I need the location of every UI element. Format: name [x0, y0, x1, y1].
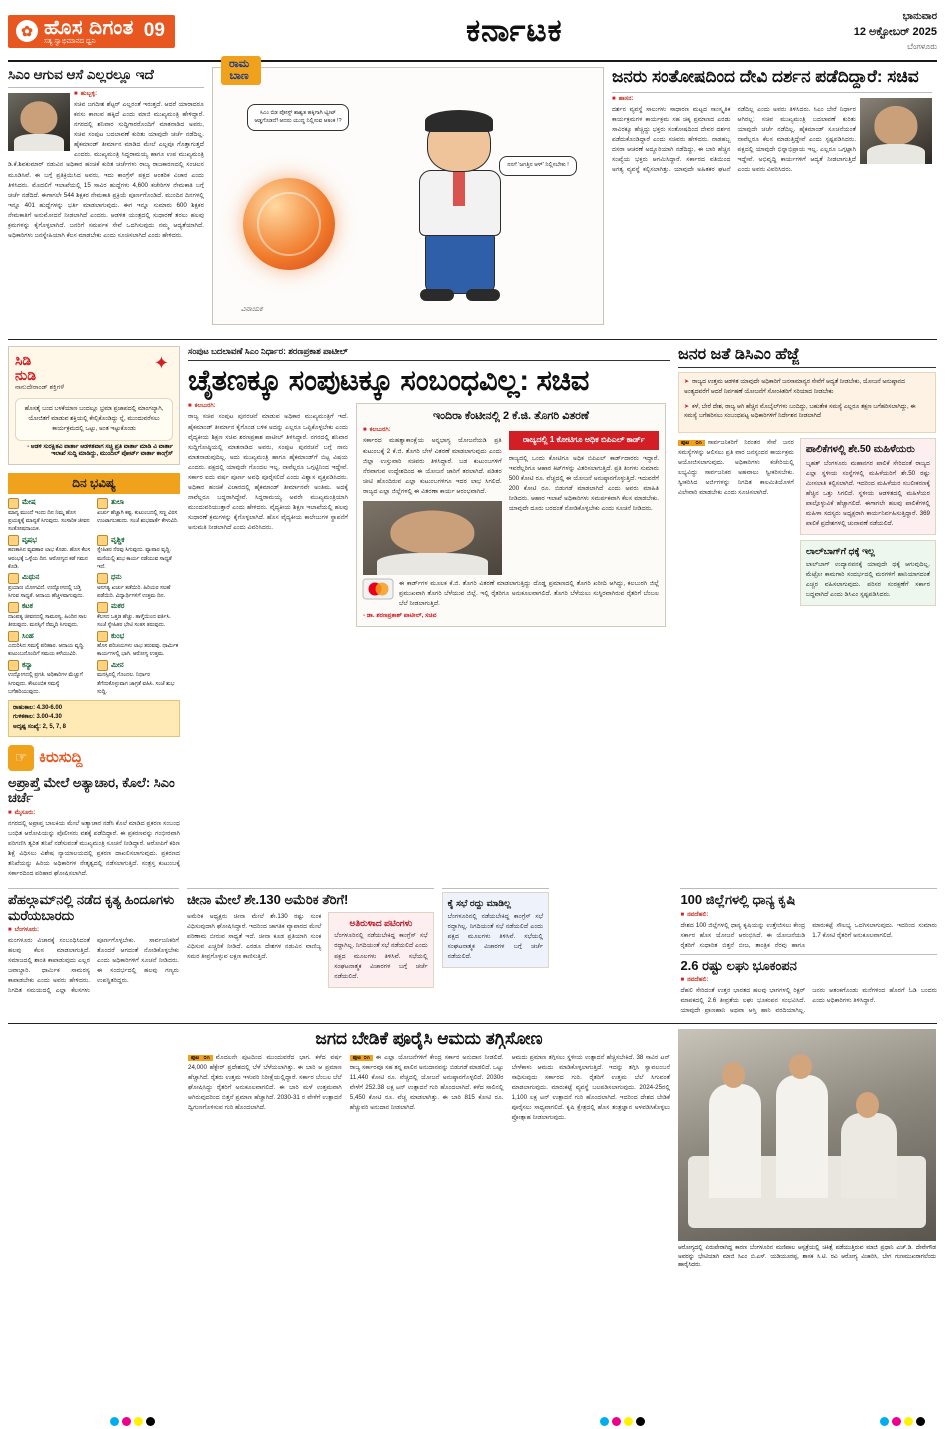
kiru-dateline: ■ ಮೈಸೂರು: — [8, 810, 180, 817]
article-body: ದೇಶದ 100 ಜಿಲ್ಲೆಗಳಲ್ಲಿ ಧಾನ್ಯ ಕೃಷಿಯನ್ನು ಉತ್ತೇಜಿಸಲು ಕೇಂದ್ರ ಸರ್ಕಾರ ಹೊಸ ಯೋಜನೆ ಆರಂಭಿಸಿದೆ. ಈ ಯೋಜನೆಯಡಿ ರೈತರಿಗೆ ಸುಧಾರಿತ ಬಿತ್ತನೆ ಬೀಜ, ತಾಂತ್ರಿಕ ನೆರವು ಹಾಗೂ ಮಾರುಕಟ್ಟೆ ಸೌಲಭ್ಯ ಒದಗಿಸಲಾಗುವುದು. ಇದರಿಂದ ಸುಮಾರು 1.7 ಕೋಟಿ ರೈತರಿಗೆ ಅನುಕೂಲವಾಗಲಿದೆ. — [680, 921, 937, 949]
article-headline: 2.6 ರಷ್ಟು ಲಘು ಭೂಕಂಪನ — [680, 957, 797, 973]
article-headline: 100 ಜಿಲ್ಲೆಗಳಲ್ಲಿ ಧಾನ್ಯ ಕೃಷಿ — [680, 892, 796, 908]
caricature-figure — [409, 116, 529, 300]
sidi-nudi-box — [8, 346, 180, 465]
dateline: ■ ಹುಬ್ಬಳ್ಳಿ: — [8, 91, 204, 98]
horoscope-item: ಮೇಷ ಮಾನ್ಯ ಮುಂದೆ ಇಂದು ದಿನ ನಿಮ್ಮ ಹೊಸ ಪ್ರಯತ್ನಕ್ಕೆ ಮಾನ್ಯತೆ ಸಿಗುವುದು. ಸಂಸಾರಿಕ ಜೀವನ ಸಂತೋಷದಾಯಕ. — [8, 499, 90, 533]
subbox-footnote: ಈ ಕಾರ್ಡ್‌ಗಳ ಮೂಲಕ ಕೆ.ಜಿ. ತೊಗರಿ ವಿತರಣೆ ಮಾಡಲಾಗುತ್ತಿದ್ದು ದೊಡ್ಡ ಪ್ರಮಾಣದಲ್ಲಿ ತೊಗರಿ ಖರೀದಿ ಆಗಿದ್ದು, ಕಲಬುರಗಿ ಜಿಲ್ಲೆ ಪ್ರಮುಖವಾಗಿ ತೊಗರಿ ಬೆಳೆಯುವ ಜಿಲ್ಲೆ. ಇಲ್ಲಿ ರೈತರಿಗೂ ಅನುಕೂಲವಾಗಲಿದೆ. ತೊಗರಿ ಬೆಳೆಯಲು ಸುಸ್ಥಿರವಾಗಿರುವ ರೈತರಿಗೆ ಬೆಂಬಲ ಬೆಲೆ ನೀಡಲಾಗುತ್ತಿದೆ. — [399, 579, 659, 607]
cartoon-label-line2: ಬಾಣ — [229, 69, 249, 82]
zodiac-icon — [8, 602, 19, 613]
cartoon-speech-bubble-2: ನನಗೆ 'ಜಗತ್ತಿನ ಆಳ್' ನಿಲ್ಲಿಸಬೇಕು ! — [499, 156, 577, 176]
horoscope-item: ವೃಶ್ಚಿಕ ಸ್ನೇಹಿತರ ನೆರವು ಸಿಗುವುದು. ವ್ಯಾಪಾರ ವೃದ್ಧಿ. ಮನೆಯಲ್ಲಿ ಶುಭ ಕಾರ್ಯ ನಡೆಯುವ ಸಾಧ್ಯತೆ ಇದೆ. — [97, 536, 172, 570]
zodiac-icon — [97, 631, 108, 642]
minister-photo — [860, 98, 932, 164]
box-body: ಲಾಲ್‌ಬಾಗ್ ಉದ್ಯಾನವನಕ್ಕೆ ಯಾವುದೇ ಧಕ್ಕೆ ಆಗುವುದಿಲ್ಲ. ಮೆಟ್ರೋ ಕಾಮಗಾರಿ ಸಂದರ್ಭದಲ್ಲಿ ಮರಗಳಿಗೆ ಹಾನಿಯಾಗದಂತೆ ಎಚ್ಚರ ವಹಿಸಲಾಗುವುದು. ಪರಿಸರ ಸಂರಕ್ಷಣೆಗೆ ಸರ್ಕಾರ ಬದ್ಧವಾಗಿದೆ ಎಂದು ಡಿಸಿಎಂ ಸ್ಪಷ್ಟಪಡಿಸಿದರು. — [805, 560, 930, 599]
highlight-box: ರಾಜ್ಯದಲ್ಲಿ 1 ಕೋಟಿಗೂ ಅಧಿಕ ಬಿಪಿಎಲ್ ಕಾರ್ಡ್ — [509, 431, 659, 449]
masthead — [8, 6, 937, 62]
cartoon-speech-bubble-1: ಸಿಎಂ ಬಿಡ ಪೋಸ್ಟ್ ಶಾಶ್ವತ ಹಕ್ಕಿಗಾಗಿ ಟ್ವೀಟ್ ಆಡ್ಡಗೊಡದೆ! ಆದರು ಯುದ್ಧ ನಿಲ್ಲಿಸುವ ಆತಂಕ !? — [247, 104, 349, 131]
spacer-column — [557, 885, 672, 1016]
article-headline: ಜಗದ ಬೇಡಿಕೆ ಪೂರೈಸಿ ಆಮದು ತಗ್ಗಿಸೋಣ — [315, 1028, 543, 1048]
issue-date: 12 ಅಕ್ಟೋಬರ್ 2025 — [853, 26, 937, 39]
box-lalbagh — [800, 540, 936, 606]
panel-bullets — [678, 372, 936, 432]
dateline: ■ ನವದೆಹಲಿ: — [680, 912, 937, 919]
kiru-headline: ಅಪ್ರಾಪ್ತೆ ಮೇಲೆ ಅತ್ಯಾಚಾರ, ಕೊಲೆ: ಸಿಎಂ ಚರ್ಚೆ — [8, 774, 175, 806]
globe-graphic — [243, 178, 335, 270]
jump-mark: ಪುಟ ೦೧ — [188, 1055, 213, 1061]
article-body: ಮಂಗಳೂರು ವಿಚಾರಕ್ಕೆ ಸಂಬಂಧಿಸಿದಂತೆ ಹಲವು ಕೆಲಸ ಮಾಡಲಾಗುತ್ತಿದೆ. ಸಮಾಜದಲ್ಲಿ ಶಾಂತಿ ಕಾಪಾಡುವುದು ಎಲ್ಲರ ಜವಾಬ್ದಾರಿ. ಧಾರ್ಮಿಕ ಸಾಮರಸ್ಯ ಕಾಪಾಡಬೇಕು ಎಂದು ಅವರು ಹೇಳಿದರು. ನಿಗದಿತ ಸಮಯದಲ್ಲಿ ಎಲ್ಲಾ ಕೆಲಸಗಳು ಪೂರ್ಣಗೊಳ್ಳಬೇಕು. ಸಾರ್ವಜನಿಕರಿಗೆ ತೊಂದರೆ ಆಗದಂತೆ ನೋಡಿಕೊಳ್ಳಬೇಕು ಎಂದು ಅಧಿಕಾರಿಗಳಿಗೆ ಸೂಚನೆ ನೀಡಿದರು. ಈ ಸಂದರ್ಭದಲ್ಲಿ ಹಲವು ಗಣ್ಯರು ಉಪಸ್ಥಿತರಿದ್ದರು. — [8, 937, 180, 995]
dateline: ■ ಬೆಂಗಳೂರು: — [8, 927, 179, 934]
kiru-body: ನಗರದಲ್ಲಿ ಅಪ್ರಾಪ್ತ ಬಾಲಕಿಯ ಮೇಲೆ ಅತ್ಯಾಚಾರ ನಡೆಸಿ ಕೊಲೆ ಮಾಡಿದ ಪ್ರಕರಣ ಸಂಬಂಧ ಬಂಧಿತ ಆರೋಪಿಯನ್ನು ಪೊಲೀಸರು ವಶಕ್ಕೆ ಪಡೆದಿದ್ದಾರೆ. ಈ ಪ್ರಕರಣವನ್ನು ಗಂಭೀರವಾಗಿ ಪರಿಗಣಿಸಿ ತ್ವರಿತ ತನಿಖೆ ನಡೆಸುವಂತೆ ಮುಖ್ಯಮಂತ್ರಿ ಸೂಚನೆ ನೀಡಿದ್ದಾರೆ. ಆರೋಪಿಗೆ ಕಠಿಣ ಶಿಕ್ಷೆ ವಿಧಿಸಲು ವಿಶೇಷ ನ್ಯಾಯಾಲಯದಲ್ಲಿ ಪ್ರಕರಣ ದಾಖಲಿಸಲಾಗುವುದು. ಪ್ರಕರಣದ ತನಿಖೆಯನ್ನು ಹಿರಿಯ ಅಧಿಕಾರಿಗಳ ನೇತೃತ್ವದಲ್ಲಿ ನಡೆಸಲಾಗುತ್ತಿದೆ. ಸಂತ್ರಸ್ತ ಕುಟುಂಬಕ್ಕೆ ಸರ್ಕಾರದಿಂದ ಪರಿಹಾರ ಘೋಷಿಸಲಾಗಿದೆ. — [8, 819, 180, 877]
sidebar-box-body: ಬೆಂಗಳೂರಿನಲ್ಲಿ ನಡೆಯಬೇಕಿದ್ದ ಕಾಂಗ್ರೆಸ್ ಸಭೆ ರದ್ದಾಗಿಲ್ಲ. ನಿಗದಿಯಂತೆ ಸಭೆ ನಡೆಯಲಿದೆ ಎಂದು ಪಕ್ಷದ ಮೂಲಗಳು ತಿಳಿಸಿವೆ. ಸಭೆಯಲ್ಲಿ ಸಂಘಟನಾತ್ಮಕ ವಿಚಾರಗಳ ಬಗ್ಗೆ ಚರ್ಚೆ ನಡೆಯಲಿದೆ. — [334, 932, 428, 980]
zodiac-icon — [8, 660, 19, 671]
article-body-col2: ಪುಟ ೦೧ ಈ ಎಲ್ಲಾ ಯೋಜನೆಗಳಿಗೆ ಕೇಂದ್ರ ಸರ್ಕಾರ ಅನುದಾನ ನೀಡಲಿದೆ. ರಾಜ್ಯ ಸರ್ಕಾರವೂ ಸಹ ತನ್ನ ಪಾಲಿನ ಅನುದಾನವನ್ನು ಬಿಡುಗಡೆ ಮಾಡಲಿದೆ. ಒಟ್ಟು 11,440 ಕೋಟಿ ರೂ. ವೆಚ್ಚದಲ್ಲಿ ಯೋಜನೆ ಅನುಷ್ಠಾನಗೊಳ್ಳಲಿದೆ. 2030ರ ವೇಳೆಗೆ 252.38 ಲಕ್ಷ ಟನ್ ಉತ್ಪಾದನೆ ಗುರಿ ಹೊಂದಲಾಗಿದೆ. ಕಳೆದ ಸಾಲಿನಲ್ಲಿ 5,450 ಕೋಟಿ ರೂ. ವೆಚ್ಚ ಮಾಡಲಾಗಿತ್ತು. ಈ ಬಾರಿ 815 ಕೋಟಿ ರೂ. ಹೆಚ್ಚುವರಿ ಅನುದಾನ ನೀಡಲಾಗಿದೆ. — [349, 1053, 504, 1112]
dateline: ■ ಹಾಸನ: — [612, 96, 932, 103]
color-registration-marks-center — [600, 1417, 645, 1426]
zodiac-icon — [97, 573, 108, 584]
zodiac-icon — [8, 631, 19, 642]
kiru-suddi-header — [8, 745, 180, 771]
article-body-col3: ಆಮದು ಪ್ರಮಾಣ ತಗ್ಗಿಸಲು ಸ್ಥಳೀಯ ಉತ್ಪಾದನೆ ಹೆಚ್ಚಿಸಬೇಕಿದೆ. 38 ಸಾವಿರ ಟನ್ ಬೇಳೆಕಾಳು ಆಮದು ಮಾಡಿಕೊಳ್ಳಲಾಗುತ್ತಿದೆ. ಇದನ್ನು ತಗ್ಗಿಸಿ ಸ್ವಾವಲಂಬನೆ ಸಾಧಿಸುವುದು ಸರ್ಕಾರದ ಗುರಿ. ರೈತರಿಗೆ ಉತ್ತಮ ಬೆಲೆ ಸಿಗುವಂತೆ ಮಾಡಲಾಗುವುದು. ಮಾರುಕಟ್ಟೆ ವ್ಯವಸ್ಥೆ ಬಲಪಡಿಸಲಾಗುವುದು. 2024-25ರಲ್ಲಿ 1,100 ಲಕ್ಷ ಟನ್ ಉತ್ಪಾದನೆ ಗುರಿ ಹೊಂದಲಾಗಿದೆ. ಇದರಿಂದ ದೇಶದ ಬೇಡಿಕೆ ಪೂರೈಸಲು ಸಾಧ್ಯವಾಗಲಿದೆ. ಕೃಷಿ ಕ್ಷೇತ್ರದಲ್ಲಿ ಹೊಸ ತಂತ್ರಜ್ಞಾನ ಅಳವಡಿಸಿಕೊಳ್ಳಲು ಪ್ರೋತ್ಸಾಹ ನೀಡಲಾಗುವುದು. — [511, 1053, 671, 1122]
cartoon-panel — [212, 58, 604, 335]
article-kai-meeting — [442, 885, 549, 1016]
horoscope-item: ಮಕರ ಕೆಲಸದ ಒತ್ತಡ ಹೆಚ್ಚು. ತಾಳ್ಮೆಯಿಂದ ವರ್ತಿಸಿ. ಸಂಜೆ ಸ್ನೇಹಿತರ ಭೇಟಿ ಸಂತಸ ತರುವುದು. — [97, 603, 171, 629]
main-dateline: ■ ಕಲಬುರಗಿ: — [188, 403, 348, 410]
horoscope-item: ತುಲಾ ಖರ್ಚು ಹೆಚ್ಚಾಗಿ ಕಷ್ಟ. ಕುಟುಂಬದಲ್ಲಿ ಸಣ್ಣ ವಿರಸ ಉಂಟಾಗಬಹುದು. ಸಂಜೆ ಶುಭವಾರ್ತೆ ಕೇಳುವಿರಿ. — [97, 499, 179, 525]
subbox-dateline: ■ ಕಲಬುರಗಿ: — [363, 427, 502, 434]
horoscope-item: ಮೀನ ಮನಸ್ಸಿನಲ್ಲಿ ಗೊಂದಲ. ನಿರ್ಧಾರ ತೆಗೆದುಕೊಳ್ಳುವಾಗ ಜಾಗ್ರತೆ ವಹಿಸಿ. ಸಂಜೆ ಶುಭ ಸುದ್ದಿ. — [97, 661, 175, 695]
pointing-hand-icon: ☞ — [8, 745, 34, 771]
dateline: ■ ನವದೆಹಲಿ: — [680, 977, 937, 984]
flower-icon: ✿ — [16, 20, 38, 42]
article-body: ಬೆಂಗಳೂರಿನಲ್ಲಿ ನಡೆಯಬೇಕಿದ್ದ ಕಾಂಗ್ರೆಸ್ ಸಭೆ ರದ್ದಾಗಿಲ್ಲ. ನಿಗದಿಯಂತೆ ಸಭೆ ನಡೆಯಲಿದೆ ಎಂದು ಪಕ್ಷದ ಮೂಲಗಳು ತಿಳಿಸಿವೆ. ಸಭೆಯಲ್ಲಿ ಸಂಘಟನಾತ್ಮಕ ವಿಚಾರಗಳ ಬಗ್ಗೆ ಚರ್ಚೆ ನಡೆಯಲಿದೆ. — [447, 912, 544, 961]
edition-place: ಬೆಂಗಳೂರು — [907, 41, 937, 51]
subbox-headline: ಇಂದಿರಾ ಕೆಂಟೀನಲ್ಲಿ 2 ಕೆ.ಜಿ. ತೊಗರಿ ವಿತರಣೆ — [433, 410, 589, 423]
gulikakala: ಗುಳಿಕಕಾಲ: 3.00-4.30 — [13, 714, 62, 721]
top-section — [8, 58, 937, 335]
bullet-item: ➤ ರಾಜ್ಯದ ಉತ್ತಮ ಆಡಳಿತ ಯಾವುದೇ ಅಧಿಕಾರಿಗೆ ಜನಸಾಮಾನ್ಯರ ಸೇವೆಗೆ ಆದ್ಯತೆ ನೀಡಬೇಕು, ಯೋಜನೆ ಅನುಷ್ಠಾನದ ಅಂತ್ಯದವರೆಗೆ ಆದರೆ ನಿರ್ವಹಣೆ ಯೋಜನೆಗೆ ಸೋಂಕಿತರಿಗೆ ಸರಿಯಾದ ನೀಡಬೇಕು — [684, 378, 930, 397]
horoscope-item: ಕಟಕ ದಾಂಪತ್ಯ ಜೀವನದಲ್ಲಿ ಸಾಮರಸ್ಯ. ಹಿಂದಿನ ಸಾಲ ತೀರುವುದು. ಮನಸ್ಸಿಗೆ ನೆಮ್ಮದಿ ಸಿಗುವುದು. — [8, 603, 87, 629]
panel-headline: ಜನರ ಜತೆ ಡಿಸಿಎಂ ಹೆಜ್ಜೆ — [678, 346, 936, 368]
article-global-demand — [188, 1029, 670, 1271]
box-headline: ಲಾಲ್‌ಬಾಗ್‌ಗೆ ಧಕ್ಕೆ ಇಲ್ಲ — [805, 546, 875, 557]
article-china-tariff — [187, 885, 434, 1016]
article-headline: ಪೆಹಲ್ಗಾಮ್‌ನಲ್ಲಿ ನಡೆದ ಕೃತ್ಯ ಹಿಂದೂಗಳು ಮರೆಯಬಾರದು — [8, 892, 175, 923]
section-title: ಕರ್ನಾಟಕ — [466, 12, 563, 48]
panel-midtext — [678, 438, 794, 498]
sidebar-box-head: ಅತಿರುಳಾದ ಪಟಿಂಗಳು — [349, 917, 413, 928]
lower-section — [8, 885, 937, 1016]
rahukala: ರಾಹುಕಾಲ: 4.30-6.00 — [13, 704, 63, 711]
sidebar-box — [328, 912, 433, 988]
horoscope-item: ಮಿಥುನ ಪ್ರಯಾಣ ಯೋಗವಿದೆ. ಉದ್ಯೋಗದಲ್ಲಿ ಬಡ್ತಿ ಸಿಗುವ ಸಾಧ್ಯತೆ. ಆದಾಯ ಹೆಚ್ಚಳವಾಗುವುದು. — [8, 574, 84, 599]
horoscope-header: ದಿನ ಭವಿಷ್ಯ — [8, 473, 180, 494]
article-cm-hope — [8, 67, 204, 335]
article-body: ದರ್ಶನ ವ್ಯವಸ್ಥೆ ಸಾಲುಗಳು ಸಾಧಾರಣ ಮಟ್ಟದ ಸಾಂಸ್ಕೃತಿಕ ಕಾರ್ಯಕ್ರಮಗಳ ಕಾರ್ಯಕ್ರಮ ಸಹ ಚಿಕ್ಕ ಪ್ರಮಾಣದ ಎರಡು ಸಾವಿರಕ್ಕೂ ಹೆಚ್ಚಿದ್ದು ಭಕ್ತರು ಸಂತೋಷದಿಂದ ದೇವರ ದರ್ಶನ ಪಡೆದುಕೊಂಡಿದ್ದಾರೆ ಎಂದು ಸಚಿವರು ಹೇಳಿದರು. ನಾಡಹಬ್ಬ ದಸರಾ ಆಚರಣೆ ಅದ್ದೂರಿಯಾಗಿ ನಡೆದಿದ್ದು, ಈ ಬಾರಿ ಹೆಚ್ಚಿನ ಸಂಖ್ಯೆಯ ಭಕ್ತರು ಆಗಮಿಸಿದ್ದಾರೆ. ಸರ್ಕಾರದ ವತಿಯಿಂದ ಅಗತ್ಯ ವ್ಯವಸ್ಥೆ ಕಲ್ಪಿಸಲಾಗಿತ್ತು. ಯಾವುದೇ ಅಹಿತಕರ ಘಟನೆ ನಡೆದಿಲ್ಲ ಎಂದು ಅವರು ತಿಳಿಸಿದರು. ಸಿಎಂ ಬೇರೆ ನಿರ್ಧಾರ ಆಗಿರಲ್ಲ: ಸಚಿವ ಮುಖ್ಯಮಂತ್ರಿ ಬದಲಾವಣೆ ಕುರಿತು ಯಾವುದೇ ಚರ್ಚೆ ನಡೆದಿಲ್ಲ. ಹೈಕಮಾಂಡ್ ಸೂಚನೆಯಂತೆ ನಾವೆಲ್ಲರೂ ಕೆಲಸ ಮಾಡುತ್ತಿದ್ದೇವೆ ಎಂದು ಸ್ಪಷ್ಟಪಡಿಸಿದರು. ಪಕ್ಷದಲ್ಲಿ ಯಾವುದೇ ಭಿನ್ನಾಭಿಪ್ರಾಯ ಇಲ್ಲ. ಎಲ್ಲರೂ ಒಗ್ಗಟ್ಟಾಗಿ ಇದ್ದೇವೆ. ಅಭಿವೃದ್ಧಿ ಕಾರ್ಯಗಳಿಗೆ ಆದ್ಯತೆ ನೀಡಲಾಗುತ್ತಿದೆ ಎಂದು ಅವರು ವಿವರಿಸಿದರು. — [612, 105, 856, 174]
zodiac-icon — [97, 498, 108, 509]
panel-mid-body: ಜನರ ಸಮಸ್ಯೆಗಳನ್ನು ಆಲಿಸಲು ಪ್ರತಿ ವಾರ ಜನಸ್ಪಂದನ ಕಾರ್ಯಕ್ರಮ ಆಯೋಜಿಸಲಾಗುವುದು. ಅಧಿಕಾರಿಗಳು ಕಚೇರಿಯಲ್ಲಿ ಲಭ್ಯವಿದ್ದು ಸಾರ್ವಜನಿಕರ ಅಹವಾಲು ಸ್ವೀಕರಿಸಬೇಕು. ಸ್ವೀಕರಿಸಿದ ಅರ್ಜಿಗಳನ್ನು ನಿಗದಿತ ಕಾಲಮಿತಿಯೊಳಗೆ ವಿಲೇವಾರಿ ಮಾಡಬೇಕು ಎಂದು ಸೂಚಿಸಲಾಗಿದೆ. — [678, 438, 794, 496]
jump-mark: ಪುಟ ೦೧ — [350, 1055, 373, 1061]
minister-photo-2 — [363, 501, 502, 575]
main-body-column — [188, 403, 348, 626]
right-panel — [678, 346, 936, 879]
politician-photo — [8, 93, 70, 151]
article-headline: ಕೈ ಸಭೆ ರದ್ದು ಮಾಡಿಲ್ಲ — [447, 898, 511, 909]
photo-caption: ಆರೋಗ್ಯದಲ್ಲಿ ಏರುಪೇರಾಗಿದ್ದ ಕಾರಣ ಬೆಂಗಳೂರಿನ ಮಣಿಪಾಲ ಆಸ್ಪತ್ರೆಯಲ್ಲಿ ಚಿಕಿತ್ಸೆ ಪಡೆಯುತ್ತಿರುವ ಮಾಜಿ ಪ್ರಧಾನಿ ಎಚ್.ಡಿ. ದೇವೇಗೌಡ ಅವರನ್ನು ಭೇಟಿಯಾಗಿ ಮಾಜಿ ಸಿಎಂ ಬಿ.ಎಸ್. ಯಡಿಯೂರಪ್ಪ, ಶಾಸಕ ಸಿ.ಟಿ. ರವಿ ಆರೋಗ್ಯ ವಿಚಾರಿಸಿ, ಬೇಗ ಗುಣಮುಖರಾಗಲೆಂದು ಹಾರೈಸಿದರು. — [678, 1244, 936, 1269]
horoscope-item: ಕನ್ಯಾ ಉದ್ಯೋಗದಲ್ಲಿ ಪ್ರಗತಿ. ಅಧಿಕಾರಿಗಳ ಮೆಚ್ಚುಗೆ ಸಿಗುವುದು. ಕೌಟುಂಬಿಕ ಸಮಸ್ಯೆ ಬಗೆಹರಿಯುವುದು. — [8, 661, 83, 695]
cartoon-label — [221, 56, 261, 85]
box-body: ಬೃಹತ್ ಬೆಂಗಳೂರು ಮಹಾನಗರ ಪಾಲಿಕೆ ಸೇರಿದಂತೆ ರಾಜ್ಯದ ಎಲ್ಲಾ ಸ್ಥಳೀಯ ಸಂಸ್ಥೆಗಳಲ್ಲಿ ಮಹಿಳೆಯರಿಗೆ ಶೇ.50 ರಷ್ಟು ಮೀಸಲಾತಿ ಕಲ್ಪಿಸಲಾಗಿದೆ. ಇದರಿಂದ ಮಹಿಳೆಯರ ಸಬಲೀಕರಣಕ್ಕೆ ಹೆಚ್ಚಿನ ಒತ್ತು ಸಿಗಲಿದೆ. ಸ್ಥಳೀಯ ಆಡಳಿತದಲ್ಲಿ ಮಹಿಳೆಯರ ಪಾಲ್ಗೊಳ್ಳುವಿಕೆ ಹೆಚ್ಚಾಗಲಿದೆ. ಈಗಾಗಲೇ ಹಲವು ಪಾಲಿಕೆಗಳಲ್ಲಿ ಮಹಿಳಾ ಸದಸ್ಯರು ಅಧ್ಯಕ್ಷರಾಗಿ ಕಾರ್ಯನಿರ್ವಹಿಸುತ್ತಿದ್ದಾರೆ. 369 ಪಾಲಿಕೆ ಪ್ರದೇಶಗಳಲ್ಲಿ ಚುನಾವಣೆ ನಡೆಯಲಿದೆ. — [805, 459, 930, 528]
main-subbox — [356, 403, 666, 626]
horoscope-item: ಧನು ಅನಗತ್ಯ ಖರ್ಚು ತಡೆಯಿರಿ. ಹಿರಿಯರ ಸಲಹೆ ಪಡೆಯಿರಿ. ವಿದ್ಯಾರ್ಥಿಗಳಿಗೆ ಉತ್ತಮ ದಿನ. — [97, 574, 171, 599]
subbox-attribution: - ಡಾ. ಶರಣಪ್ರಕಾಶ್ ಪಾಟೀಲ್, ಸಚಿವ — [363, 611, 437, 619]
bullet-item: ➤ ಕಳೆ, ಬೇರೆ ದೇಶ, ರಾಜ್ಯ ಆಗಿ ಹೆಚ್ಚಿನ ಮೊಬೈಲ್‌ಗಳು ಬಂದಿದ್ದು, ಬಹುತೇಕ ಸಮಸ್ಯೆ ಎಲ್ಲರೂ ತಕ್ಷಣ ಬಗೆಹರಿಸಲಾಗಿದ್ದು, ಈ ಸಮಸ್ಯೆ ಬಗೆಹರಿಸಲು ಸಂಬಂಧಪಟ್ಟ ಅಧಿಕಾರಿಗಳಿಗೆ ನಿರ್ದೇಶನ ನೀಡಲಾಗಿದೆ — [684, 403, 930, 422]
horoscope-item: ವೃಷಭ ಹಣಕಾಸಿನ ವ್ಯವಹಾರ ಲಾಭ ಕೊಡು. ಹೊಸ ಕೆಲಸ ಆರಂಭಕ್ಕೆ ಒಳ್ಳೆಯ ದಿನ. ಆರೋಗ್ಯದ ಕಡೆ ಗಮನ ಕೊಡಿ. — [8, 536, 91, 570]
subbox-body-2: ರಾಜ್ಯದಲ್ಲಿ ಒಂದು ಕೋಟಿಗೂ ಅಧಿಕ ಬಿಪಿಎಲ್ ಕಾರ್ಡ್‌ದಾರರು ಇದ್ದಾರೆ. ಇವರೆಲ್ಲರಿಗೂ ಆಹಾರ ಕಿಟ್‌ಗಳನ್ನು ವಿತರಿಸಲಾಗುತ್ತಿದೆ. ಪ್ರತಿ ತಿಂಗಳು ಸುಮಾರು 500 ಕೋಟಿ ರೂ. ವೆಚ್ಚದಲ್ಲಿ ಈ ಯೋಜನೆ ಅನುಷ್ಠಾನಗೊಳ್ಳುತ್ತಿದೆ. ಇದುವರೆಗೆ 200 ಕೋಟಿ ರೂ. ಬಿಡುಗಡೆ ಮಾಡಲಾಗಿದೆ ಎಂದು ಅವರು ಮಾಹಿತಿ ನೀಡಿದರು. ಆಹಾರ ಇಲಾಖೆ ಅಧಿಕಾರಿಗಳು ಸಮರ್ಪಕವಾಗಿ ಕೆಲಸ ಮಾಡಬೇಕು. ಯಾವುದೇ ದೂರು ಬರದಂತೆ ನೋಡಿಕೊಳ್ಳಬೇಕು ಎಂದು ಸೂಚನೆ ನೀಡಿದರು. — [508, 454, 659, 513]
box-women-reservation — [800, 438, 936, 535]
color-registration-marks-left — [110, 1417, 155, 1426]
payment-card-icon — [363, 579, 393, 604]
zodiac-icon — [8, 573, 19, 584]
zodiac-icon — [8, 535, 19, 546]
star-icon: ✦ — [153, 353, 169, 373]
cartoonist-signature: ವಿನಾಯಕ — [241, 306, 263, 313]
zodiac-icon — [97, 602, 108, 613]
kiru-label-2: ಸುದ್ದಿ — [58, 749, 83, 767]
lucky-number: ಅದೃಷ್ಟ ಸಂಖ್ಯೆ: 2, 5, 7, 8 — [13, 723, 67, 730]
jump-mark: ಪುಟ ೦೧ — [678, 440, 705, 446]
weekday: ಭಾನುವಾರ — [902, 11, 937, 23]
hospital-visit-photo — [678, 1029, 936, 1241]
bottom-left-spacer — [8, 1029, 180, 1271]
horoscope-item: ಕುಂಭ ಹೊಸ ಪರಿಚಯಗಳು ಲಾಭ ತರುವವು. ಧಾರ್ಮಿಕ ಕಾರ್ಯಗಳಲ್ಲಿ ಭಾಗಿ. ಆರೋಗ್ಯ ಉತ್ತಮ. — [97, 632, 179, 658]
kai-box — [442, 892, 549, 968]
main-kicker: ಸಂಪುಟ ಬದಲಾವಣೆ ಸಿಎಂ ನಿರ್ಧಾರ: ಶರಣಪ್ರಕಾಶ ಪಾಟೀಲ್ — [188, 346, 670, 361]
right-lower-column — [680, 885, 937, 1016]
color-registration-marks-right — [880, 1417, 925, 1426]
article-body: ದೆಹಲಿ ಸೇರಿದಂತೆ ಉತ್ತರ ಭಾರತದ ಹಲವು ಭಾಗಗಳಲ್ಲಿ ರಿಕ್ಟರ್ ಮಾಪಕದಲ್ಲಿ 2.6 ತೀವ್ರತೆಯ ಲಘು ಭೂಕಂಪನ ಸಂಭವಿಸಿದೆ. ಯಾವುದೇ ಪ್ರಾಣಹಾನಿ ಅಥವಾ ಆಸ್ತಿ ಹಾನಿ ವರದಿಯಾಗಿಲ್ಲ. ಜನರು ಆತಂಕಗೊಂಡು ಮನೆಗಳಿಂದ ಹೊರಗೆ ಓಡಿ ಬಂದರು ಎಂದು ಅಧಿಕಾರಿಗಳು ತಿಳಿಸಿದ್ದಾರೆ. — [680, 987, 937, 1015]
bottom-photo-block — [678, 1029, 936, 1271]
article-body: ಸಚಿವ ಜಗದೀಶ ಶೆಟ್ಟರ್ ಎಲ್ಲರಂತೆ ಇರುತ್ತದೆ. ಆದರೆ ಯಾರಾದರೂ ಕನಸು ಕಾಣುವ ಹಕ್ಕಿದೆ ಎಂದು ಮಾಜಿ ಮುಖ್ಯಮಂತ್ರಿ ಹೇಳಿದ್ದಾರೆ. ನಗರದಲ್ಲಿ ಶನಿವಾರ ಸುದ್ದಿಗಾರರೊಂದಿಗೆ ಮಾತನಾಡಿದ ಅವರು, ಸಚಿವ ಸಂಪುಟ ಬದಲಾವಣೆ ಕುರಿತು ಯಾವುದೇ ಚರ್ಚೆ ನಡೆದಿಲ್ಲ. ಹೈಕಮಾಂಡ್ ತೀರ್ಮಾನ ಮಾಡಿದ ಮೇಲೆ ಎಲ್ಲವೂ ಗೊತ್ತಾಗುತ್ತದೆ ಎಂದರು. ಮುಖ್ಯಮಂತ್ರಿ ಸಿದ್ದರಾಮಯ್ಯ ಹಾಗೂ ಉಪ ಮುಖ್ಯಮಂತ್ರಿ ಡಿ.ಕೆ.ಶಿವಕುಮಾರ್ ನಡುವಿನ ಅಧಿಕಾರ ಹಂಚಿಕೆ ಕುರಿತ ಚರ್ಚೆಗಳು ರಾಜ್ಯ ರಾಜಕಾರಣದಲ್ಲಿ ಸಂಚಲನ ಮೂಡಿಸಿವೆ. ಈ ಬಗ್ಗೆ ಪ್ರತಿಕ್ರಿಯಿಸಿದ ಅವರು, ಇದು ಕಾಂಗ್ರೆಸ್ ಪಕ್ಷದ ಆಂತರಿಕ ವಿಚಾರ ಎಂದು ತಿಳಿಸಿದರು. ಮೊದಲಿಗೆ ಇಲಾಖೆಯಲ್ಲಿ 15 ಸಾವಿರ ಹುದ್ದೆಗಳು 4,600 ಕಚೇರಿಗಳ ನೇಮಕಾತಿ ಬಗ್ಗೆ ಚರ್ಚೆ ನಡೆದಿದೆ. ಈಗಾಗಲೇ 544 ಶಿಕ್ಷಕರ ನೇಮಕಾತಿ ಪ್ರಕ್ರಿಯೆ ಪೂರ್ಣಗೊಂಡಿದೆ. ಮುಂದಿನ ದಿನಗಳಲ್ಲಿ ಇನ್ನೂ 401 ಹುದ್ದೆಗಳನ್ನು ಭರ್ತಿ ಮಾಡಲಾಗುವುದು. ಈಗ ಇನ್ನೂ ಸುಮಾರು 600 ಶಿಕ್ಷಕರ ನೇಮಕಾತಿಗೆ ಅನುಮೋದನೆ ನೀಡಲಾಗಿದೆ ಎಂದರು. ಆಡಳಿತ ಯಂತ್ರದಲ್ಲಿ ಸುಧಾರಣೆ ತರಲು ಹಲವು ಕ್ರಮಗಳನ್ನು ಕೈಗೊಳ್ಳಲಾಗಿದೆ. ಜನರಿಗೆ ಸಮರ್ಪಕ ಸೇವೆ ಒದಗಿಸುವುದು ನಮ್ಮ ಆದ್ಯತೆಯಾಗಿದೆ. ಅಧಿಕಾರಿಗಳು ಜನಸ್ನೇಹಿಯಾಗಿ ಕೆಲಸ ಮಾಡಬೇಕು ಎಂದು ಸೂಚಿಸಲಾಗಿದೆ ಎಂದು ಹೇಳಿದರು. — [8, 101, 204, 239]
article-devi-darshan — [612, 67, 932, 335]
main-story — [188, 346, 670, 879]
sidi-title-line1: ಸಿಡಿ — [15, 352, 32, 368]
article-headline: ಸಿಎಂ ಆಗುವ ಆಸೆ ಎಲ್ಲರಲ್ಲೂ ಇದೆ — [8, 67, 154, 82]
kiru-label-1: ಕಿರು — [39, 749, 59, 767]
panel-mid-head: ಸಾರ್ವಜನಿಕರಿಗೆ ನಿರಂತರ ಸೇವೆ — [707, 438, 777, 446]
publication-title: ಹೊಸ ದಿಗಂತ — [44, 16, 134, 39]
sidi-attribution: - ಆಡಳಿ ಸುರಕ್ಷಿತವಿ ವಾರ್ತಾ ಆಡಳಿತವಾಗ ಸಚ್ಚಿ ಪ್ರತಿ ವಾರ್ತಾ ಮಾಡಿ ವಿ ವಾರ್ತಾ ಇಲಾಖೆ ಸುದ್ದಿ ಮಾಡಿದ್ದು, ಮುಂದಿಲ್ ಪೋರ್ಟ್ ವಾರ್ತಾ ಕಾಂಗ್ರೆಸ್ — [27, 444, 173, 458]
box-headline: ಪಾಲಿಕೆಗಳಲ್ಲಿ ಶೇ.50 ಮಹಿಳೆಯರು — [805, 443, 915, 455]
left-rail — [8, 346, 180, 879]
subbox-body: ಸರ್ಕಾರದ ಮಹತ್ವಾಕಾಂಕ್ಷೆಯ ಅನ್ನಭಾಗ್ಯ ಯೋಜನೆಯಡಿ ಪ್ರತಿ ಕುಟುಂಬಕ್ಕೆ 2 ಕೆ.ಜಿ. ತೊಗರಿ ಬೇಳೆ ವಿತರಣೆ ಮಾಡಲಾಗುವುದು ಎಂದು ಜಿಲ್ಲಾ ಉಸ್ತುವಾರಿ ಸಚಿವರು ತಿಳಿಸಿದ್ದಾರೆ. ಬಡ ಕುಟುಂಬಗಳಿಗೆ ನೆರವಾಗುವ ಉದ್ದೇಶದಿಂದ ಈ ಯೋಜನೆ ಜಾರಿಗೆ ತರಲಾಗಿದೆ. ಪಡಿತರ ಚೀಟಿ ಹೊಂದಿರುವ ಎಲ್ಲಾ ಕುಟುಂಬಗಳಿಗೂ ಇದರ ಲಾಭ ಸಿಗಲಿದೆ. ರಾಜ್ಯದ ಎಲ್ಲಾ ಜಿಲ್ಲೆಗಳಲ್ಲಿ ಈ ವಿತರಣಾ ಕಾರ್ಯ ಆರಂಭವಾಗಿದೆ. — [363, 437, 502, 495]
sidi-title-line2: ನುಡಿ — [15, 366, 37, 383]
sidi-subtitle: ನಾನುದೇರಾಂಡ್ ಶಕ್ತಿಗಳೆ — [15, 384, 65, 392]
zodiac-icon — [97, 535, 108, 546]
horoscope-grid — [8, 498, 180, 696]
article-body: ಅಮೆರಿಕ ಅಧ್ಯಕ್ಷರು ಚೀನಾ ಮೇಲೆ ಶೇ.130 ರಷ್ಟು ಸುಂಕ ವಿಧಿಸುವುದಾಗಿ ಘೋಷಿಸಿದ್ದಾರೆ. ಇದರಿಂದ ಜಾಗತಿಕ ವ್ಯಾಪಾರದ ಮೇಲೆ ಪರಿಣಾಮ ಬೀರುವ ಸಾಧ್ಯತೆ ಇದೆ. ಚೀನಾ ಕೂಡ ಪ್ರತಿಯಾಗಿ ಸುಂಕ ವಿಧಿಸುವ ಎಚ್ಚರಿಕೆ ನೀಡಿದೆ. ಎರಡೂ ದೇಶಗಳ ನಡುವಿನ ವಾಣಿಜ್ಯ ಸಮರ ತೀವ್ರಗೊಳ್ಳುವ ಲಕ್ಷಣ ಕಾಣಿಸುತ್ತಿದೆ. — [187, 912, 322, 960]
publication-logo[interactable] — [8, 15, 175, 48]
article-headline: ಜನರು ಸಂತೋಷದಿಂದ ದೇವಿ ದರ್ಶನ ಪಡೆದಿದ್ದಾರೆ: ಸಚಿವ — [612, 67, 919, 86]
cartoon-label-line1: ರಾಮ — [229, 58, 250, 70]
zodiac-icon — [8, 498, 19, 509]
article-body-col1: ಪುಟ ೦೧ ಮೊದಲನೇ ಪುಟದಿಂದ ಮುಂದುವರೆದ ಭಾಗ. ಕಳೆದ ವರ್ಷ 24,000 ಹೆಕ್ಟೇರ್ ಪ್ರದೇಶದಲ್ಲಿ ಬೆಳೆ ಬೆಳೆಯಲಾಗಿತ್ತು. ಈ ಬಾರಿ ಆ ಪ್ರಮಾಣ ಹೆಚ್ಚಾಗಿದೆ. ರೈತರು ಉತ್ತಮ ಇಳುವರಿ ನಿರೀಕ್ಷೆಯಲ್ಲಿದ್ದಾರೆ. ಸರ್ಕಾರ ಬೆಂಬಲ ಬೆಲೆ ಘೋಷಿಸಿದ್ದು ರೈತರಿಗೆ ಅನುಕೂಲವಾಗಲಿದೆ. ಈ ಬಾರಿ ಮಳೆ ಉತ್ತಮವಾಗಿ ಆಗಿರುವುದರಿಂದ ಬಿತ್ತನೆ ಪ್ರಮಾಣ ಹೆಚ್ಚಾಗಿದೆ. 2030-31 ರ ವೇಳೆಗೆ ಉತ್ಪಾದನೆ ದ್ವಿಗುಣಗೊಳಿಸುವ ಗುರಿ ಹೊಂದಲಾಗಿದೆ. — [188, 1053, 342, 1112]
sidi-quote: ಹೊಸತೈ ಬಂದ ಬಳಕೆಯಾಣ ಬಂದಲ್ಲೂ ಭ್ರಮಾ ಪ್ರಜಾಪದಲ್ಲಿ ಮಾಂಗಲ್ಯಾಗಿ, ಯೋಜಿತಗೆ ಮಾಡುವ ಶಕ್ತಿಯಲ್ಲಿ ಕೇಲ್ಸಿಕೊಂಡಿದ್ದು ನ್ನೆ, ಮುಂದುವರೆಸಲು ಕಾರ್ಯಕ್ರಮದಲ್ಲಿ ಒಟ್ಟು, ಅಂತ ಇಟ್ಟುಕೊಂಡು — [15, 398, 173, 441]
bottom-section — [8, 1023, 937, 1271]
horoscope-item: ಸಿಂಹ ಎದುರಿಸಿದ ಸಮಸ್ಯೆ ಪರಿಹಾರ. ಆದಾಯ ವೃದ್ಧಿ. ಕುಟುಂಬದೊಂದಿಗೆ ಸಮಯ ಕಳೆಯುವಿರಿ. — [8, 632, 85, 658]
page-number: 09 — [143, 20, 165, 41]
publication-tagline: ಸತ್ಯ ಸ್ವಾಭಿಮಾನದ ಧ್ವನಿ — [44, 37, 96, 45]
horoscope-footer — [8, 700, 180, 737]
main-headline: ಚೈತಣಕ್ಕೂ ಸಂಪುಟಕ್ಕೂ ಸಂಬಂಧವಿಲ್ಲ: ಸಚಿವ — [188, 365, 590, 397]
middle-section — [8, 346, 937, 879]
masthead-date-block — [854, 9, 937, 53]
main-body-text: ರಾಜ್ಯ ಸಚಿವ ಸಂಪುಟ ಪುನರಚನೆ ಮಾಡುವ ಅಧಿಕಾರ ಮುಖ್ಯಮಂತ್ರಿಗೆ ಇದೆ. ಹೈಕಮಾಂಡ್ ತೀರ್ಮಾನ ಕೈಗೊಂಡ ಬಳಿಕ ಅದನ್ನು ಎಲ್ಲರೂ ಒಪ್ಪಿಕೊಳ್ಳಬೇಕು ಎಂದು ವೈದ್ಯಕೀಯ ಶಿಕ್ಷಣ ಸಚಿವ ಶರಣಪ್ರಕಾಶ ಪಾಟೀಲ್ ತಿಳಿಸಿದ್ದಾರೆ. ನಗರದಲ್ಲಿ ಶನಿವಾರ ಸುದ್ದಿಗೋಷ್ಠಿಯಲ್ಲಿ ಮಾತನಾಡಿದ ಅವರು, ಸಂಪುಟ ಪುನರಚನೆ ಬಗ್ಗೆ ನಾನು ಮಾತನಾಡುವುದಿಲ್ಲ. ಅದು ಮುಖ್ಯಮಂತ್ರಿ ಹಾಗೂ ಹೈಕಮಾಂಡ್‌ಗೆ ಬಿಟ್ಟ ವಿಷಯ ಎಂದರು. ಪಕ್ಷದಲ್ಲಿ ಯಾವುದೇ ಗೊಂದಲ ಇಲ್ಲ. ನಾವೆಲ್ಲರೂ ಒಗ್ಗಟ್ಟಿನಿಂದ ಇದ್ದೇವೆ. ಸರ್ಕಾರ ಐದು ವರ್ಷ ಪೂರ್ಣ ಅವಧಿ ಪೂರೈಸಲಿದೆ ಎಂದು ವಿಶ್ವಾಸ ವ್ಯಕ್ತಪಡಿಸಿದರು. ಅಧಿಕಾರ ಹಂಚಿಕೆ ವಿಚಾರದಲ್ಲಿ ಹೈಕಮಾಂಡ್ ತೀರ್ಮಾನವೇ ಅಂತಿಮ. ಅದಕ್ಕೆ ನಾವೆಲ್ಲರೂ ಬದ್ಧರಾಗಿದ್ದೇವೆ. ಸಿದ್ದರಾಮಯ್ಯ ಅವರೇ ಮುಖ್ಯಮಂತ್ರಿಯಾಗಿ ಮುಂದುವರಿಯುತ್ತಾರೆ ಎಂದು ಹೇಳಿದರು. ವೈದ್ಯಕೀಯ ಶಿಕ್ಷಣ ಇಲಾಖೆಯಲ್ಲಿ ಹಲವು ಸುಧಾರಣೆ ಕ್ರಮಗಳನ್ನು ಕೈಗೊಳ್ಳಲಾಗಿದೆ. ಹೊಸ ವೈದ್ಯಕೀಯ ಕಾಲೇಜುಗಳ ಸ್ಥಾಪನೆಗೆ ಅನುಮತಿ ನೀಡಲಾಗಿದೆ ಎಂದು ವಿವರಿಸಿದರು. — [188, 413, 348, 531]
article-pahalgam — [8, 885, 179, 1016]
zodiac-icon — [97, 660, 108, 671]
article-headline: ಚೀನಾ ಮೇಲೆ ಶೇ.130 ಅಮೆರಿಕ ತೆರಿಗೆ! — [187, 892, 349, 908]
